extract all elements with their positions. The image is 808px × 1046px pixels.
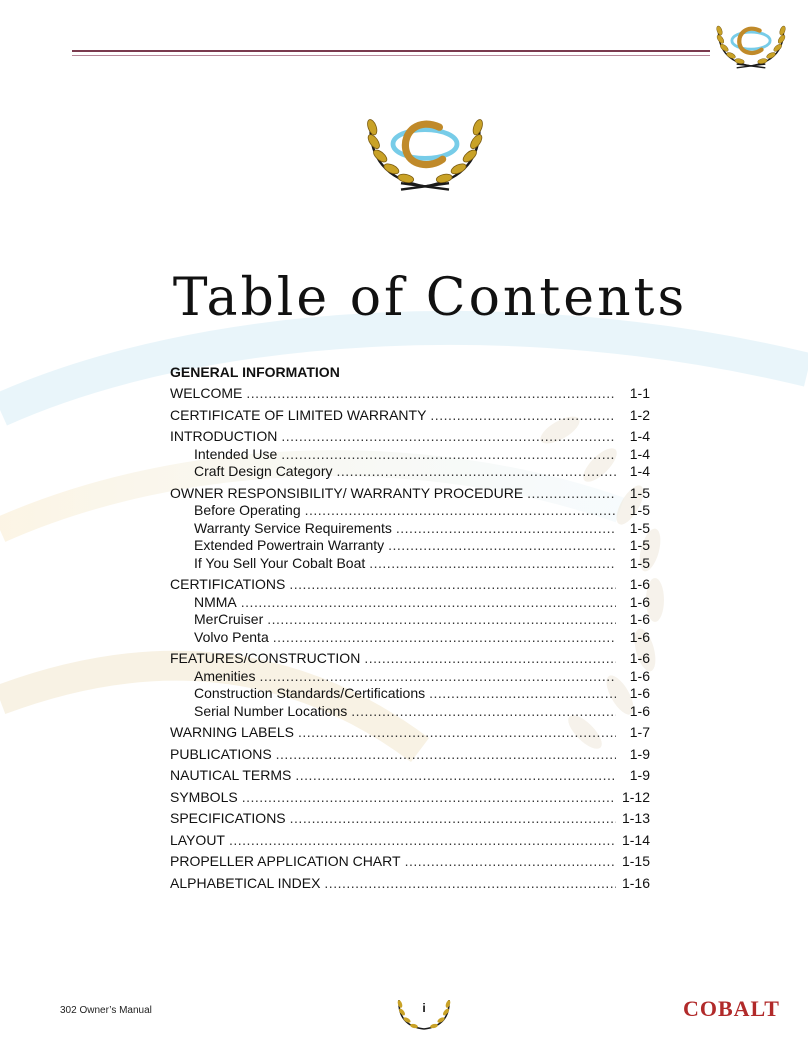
toc-dot-leader <box>527 485 616 503</box>
toc-entry <box>170 407 650 425</box>
toc-dot-leader <box>430 407 616 425</box>
toc-entry <box>170 724 650 742</box>
toc-entry-page: 1-6 <box>629 593 650 610</box>
toc-dot-leader <box>241 594 616 612</box>
toc-entry-page: 1-13 <box>621 810 650 826</box>
toc-subentry <box>170 611 650 629</box>
toc-section-heading: GENERAL INFORMATION <box>170 364 340 380</box>
toc-dot-leader <box>369 555 616 573</box>
toc-entry-page: 1-6 <box>629 650 650 666</box>
toc-entry <box>170 767 650 785</box>
toc-dot-leader <box>295 767 616 785</box>
toc-dot-leader <box>276 746 616 764</box>
toc-entry <box>170 428 650 446</box>
toc-entry-page: 1-4 <box>629 428 650 444</box>
toc-dot-leader <box>281 428 616 446</box>
toc-entry-label: LAYOUT <box>170 831 225 848</box>
toc-entry-page: 1-1 <box>629 385 650 401</box>
toc-entry <box>170 576 650 594</box>
toc-entry-page: 1-5 <box>629 519 650 536</box>
toc-dot-leader <box>298 724 616 742</box>
toc-entry-label: Amenities <box>194 667 256 684</box>
toc-entry-label: NMMA <box>194 593 237 610</box>
toc-entry-label: CERTIFICATIONS <box>170 576 286 592</box>
toc-entry-label: Construction Standards/Certifications <box>194 685 426 701</box>
toc-entry-label: WARNING LABELS <box>170 724 294 740</box>
toc-entry <box>170 832 650 850</box>
toc-subentry <box>170 537 650 555</box>
toc-entry-page: 1-7 <box>629 724 650 740</box>
toc-entry-page: 1-15 <box>621 853 650 869</box>
toc-dot-leader <box>388 537 616 555</box>
toc-entry-label: SPECIFICATIONS <box>170 810 286 826</box>
toc-entry-label: PROPELLER APPLICATION CHART <box>170 853 401 869</box>
toc-dot-leader <box>273 629 616 647</box>
toc-dot-leader <box>351 703 616 721</box>
toc-entry <box>170 875 650 893</box>
toc-dot-leader <box>364 650 616 668</box>
toc-subentry <box>170 520 650 538</box>
toc-subentry <box>170 463 650 481</box>
toc-entry-page: 1-6 <box>629 611 650 627</box>
toc-dot-leader <box>259 668 616 686</box>
toc-entry-label: SYMBOLS <box>170 788 238 805</box>
brand-logo-text: COBALT <box>683 996 780 1021</box>
toc-dot-leader <box>281 446 616 464</box>
toc-entry-page: 1-4 <box>629 463 650 479</box>
toc-dot-leader <box>229 832 616 850</box>
toc-dot-leader <box>396 520 616 538</box>
toc-entry <box>170 746 650 764</box>
toc-subentry <box>170 594 650 612</box>
toc-dot-leader <box>405 853 616 871</box>
toc-entry-page: 1-5 <box>629 554 650 571</box>
toc-subentry <box>170 629 650 647</box>
toc-entry-page: 1-14 <box>621 831 650 848</box>
toc-subentry <box>170 703 650 721</box>
toc-entry-label: FEATURES/CONSTRUCTION <box>170 650 361 666</box>
page-number: i <box>422 1001 426 1015</box>
toc-entry-page: 1-6 <box>629 702 650 719</box>
toc-entry-label: Extended Powertrain Warranty <box>194 537 385 553</box>
toc-entry-page: 1-2 <box>629 406 650 423</box>
toc-dot-leader <box>289 576 616 594</box>
toc-entry-label: PUBLICATIONS <box>170 745 272 762</box>
toc-entry-page: 1-12 <box>621 788 650 805</box>
toc-dot-leader <box>290 810 616 828</box>
toc-subentry <box>170 668 650 686</box>
toc-entry-page: 1-5 <box>629 537 650 553</box>
toc-dot-leader <box>337 463 616 481</box>
laurel-wreath-c-emblem-icon <box>335 100 515 196</box>
toc-subentry <box>170 502 650 520</box>
header-rule <box>72 50 710 58</box>
toc-entry-page: 1-16 <box>621 874 650 891</box>
toc-subentry <box>170 685 650 703</box>
toc-entry-page: 1-6 <box>629 628 650 645</box>
table-of-contents <box>170 362 650 892</box>
toc-entry-label: Craft Design Category <box>194 463 333 479</box>
toc-entry-label: NAUTICAL TERMS <box>170 767 292 783</box>
toc-entry-label: Warranty Service Requirements <box>194 519 392 536</box>
toc-entry-label: ALPHABETICAL INDEX <box>170 874 321 891</box>
toc-entry <box>170 385 650 403</box>
toc-entry-label: WELCOME <box>170 385 243 401</box>
toc-entries <box>170 385 650 892</box>
toc-entry <box>170 789 650 807</box>
toc-dot-leader <box>429 685 616 703</box>
toc-entry-page: 1-5 <box>629 502 650 518</box>
toc-entry-page: 1-9 <box>629 745 650 762</box>
toc-dot-leader <box>246 385 616 403</box>
toc-entry-label: CERTIFICATE OF LIMITED WARRANTY <box>170 406 427 423</box>
toc-entry-label: OWNER RESPONSIBILITY/ WARRANTY PROCEDURE <box>170 484 524 501</box>
toc-entry-page: 1-9 <box>629 767 650 783</box>
toc-entry-label: If You Sell Your Cobalt Boat <box>194 554 366 571</box>
toc-entry-label: Intended Use <box>194 445 278 462</box>
laurel-wreath-c-emblem-icon <box>708 12 794 74</box>
toc-entry-label: Serial Number Locations <box>194 702 348 719</box>
toc-dot-leader <box>242 789 616 807</box>
toc-entry <box>170 810 650 828</box>
toc-entry <box>170 853 650 871</box>
footer-manual-name: 302 Owner’s Manual <box>60 1005 152 1016</box>
toc-entry <box>170 485 650 503</box>
toc-entry-label: MerCruiser <box>194 611 264 627</box>
toc-subentry <box>170 555 650 573</box>
page-title: Table of Contents <box>172 268 688 328</box>
toc-entry <box>170 650 650 668</box>
toc-entry-label: Volvo Penta <box>194 628 269 645</box>
toc-subentry <box>170 446 650 464</box>
toc-entry-label: Before Operating <box>194 502 301 518</box>
toc-entry-page: 1-4 <box>629 445 650 462</box>
toc-entry-page: 1-6 <box>629 685 650 701</box>
toc-dot-leader <box>324 875 616 893</box>
toc-entry-page: 1-5 <box>629 484 650 501</box>
toc-entry-label: INTRODUCTION <box>170 428 278 444</box>
toc-dot-leader <box>267 611 616 629</box>
toc-dot-leader <box>305 502 616 520</box>
toc-entry-page: 1-6 <box>629 667 650 684</box>
toc-entry-page: 1-6 <box>629 576 650 592</box>
